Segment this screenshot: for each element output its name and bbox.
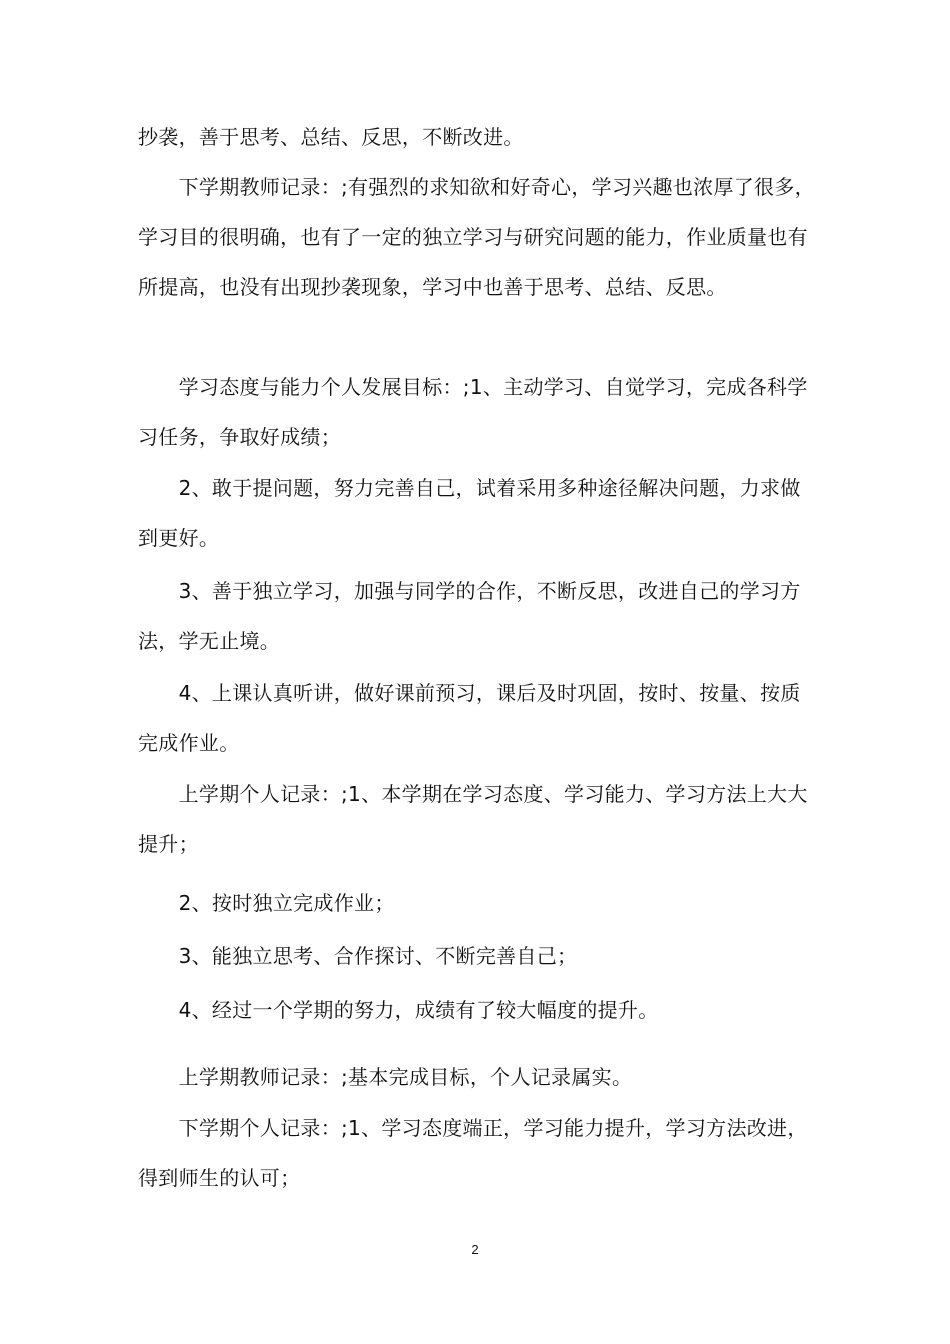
paragraph-11: 上学期教师记录：;基本完成目标，个人记录属实。 [138,1065,633,1089]
paragraph-1: 抄袭，善于思考、总结、反思，不断改进。 [138,125,524,149]
paragraph-6: 4、上课认真听讲，做好课前预习，课后及时巩固，按时、按量、按质完成作业。 [138,681,801,755]
paragraph-7: 上学期个人记录：;1、本学期在学习态度、学习能力、学习方法上大大提升； [138,782,808,856]
paragraph-12: 下学期个人记录：;1、学习态度端正，学习能力提升，学习方法改进，得到师生的认可； [138,1116,808,1190]
paragraph-4: 2、敢于提问题，努力完善自己，试着采用多种途径解决问题，力求做到更好。 [138,476,801,550]
paragraph-5: 3、善于独立学习，加强与同学的合作，不断反思，改进自己的学习方法，学无止境。 [138,579,801,653]
page-number: 2 [471,1242,479,1257]
paragraph-8: 2、按时独立完成作业； [138,891,395,915]
paragraph-10: 4、经过一个学期的努力，成绩有了较大幅度的提升。 [138,998,659,1022]
paragraph-3: 学习态度与能力个人发展目标：;1、主动学习、自觉学习，完成各科学习任务，争取好成绩； [138,375,808,449]
paragraph-2: 下学期教师记录：;有强烈的求知欲和好奇心，学习兴趣也浓厚了很多，学习目的很明确，也有了一定的独立学习与研究问题的能力，作业质量也有所提高，也没有出现抄袭现象，学习中也善于思考、总结、反思。 [138,175,815,299]
paragraph-9: 3、能独立思考、合作探讨、不断完善自己； [138,944,578,968]
